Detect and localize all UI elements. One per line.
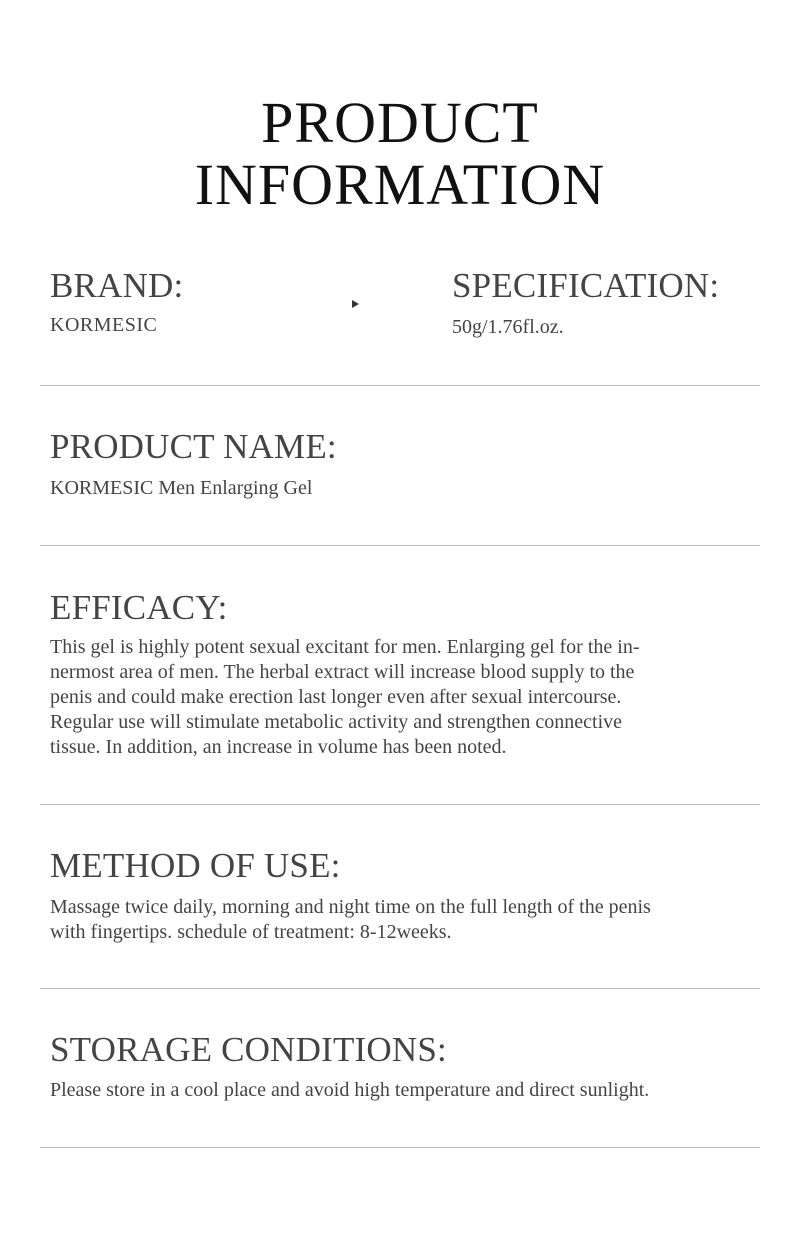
method-line: Massage twice daily, morning and night time on the full length of the penis [50, 896, 651, 918]
specification-value: 50g/1.76fl.oz. [452, 316, 564, 338]
play-arrow-icon [352, 300, 359, 308]
storage-text: Please store in a cool place and avoid high temperature and direct sunlight. [50, 1079, 650, 1101]
brand-label: BRAND: [50, 266, 184, 305]
page-title [0, 92, 800, 216]
efficacy-text [50, 635, 760, 760]
divider [40, 545, 760, 546]
product-name-label: PRODUCT NAME: [50, 427, 337, 466]
divider [40, 804, 760, 805]
page-title-line-2: INFORMATION [194, 152, 606, 217]
efficacy-line: tissue. In addition, an increase in volume has been noted. [50, 736, 507, 758]
product-name-value: KORMESIC Men Enlarging Gel [50, 477, 313, 499]
efficacy-line: This gel is highly potent sexual excitant for men. Enlarging gel for the in- [50, 636, 640, 658]
storage-label: STORAGE CONDITIONS: [50, 1030, 447, 1069]
page-title-line-1: PRODUCT [261, 90, 539, 155]
method-of-use-label: METHOD OF USE: [50, 846, 341, 885]
method-line: with fingertips. schedule of treatment: 8-12weeks. [50, 921, 452, 943]
efficacy-label: EFFICACY: [50, 588, 228, 627]
divider [40, 1147, 760, 1148]
divider [40, 385, 760, 386]
method-of-use-text [50, 895, 760, 945]
efficacy-line: nermost area of men. The herbal extract will increase blood supply to the [50, 661, 635, 683]
divider [40, 988, 760, 989]
brand-logo: KORMESIC [50, 314, 158, 336]
efficacy-line: Regular use will stimulate metabolic activity and strengthen connective [50, 711, 623, 733]
efficacy-line: penis and could make erection last longer even after sexual intercourse. [50, 686, 622, 708]
specification-label: SPECIFICATION: [452, 266, 720, 305]
